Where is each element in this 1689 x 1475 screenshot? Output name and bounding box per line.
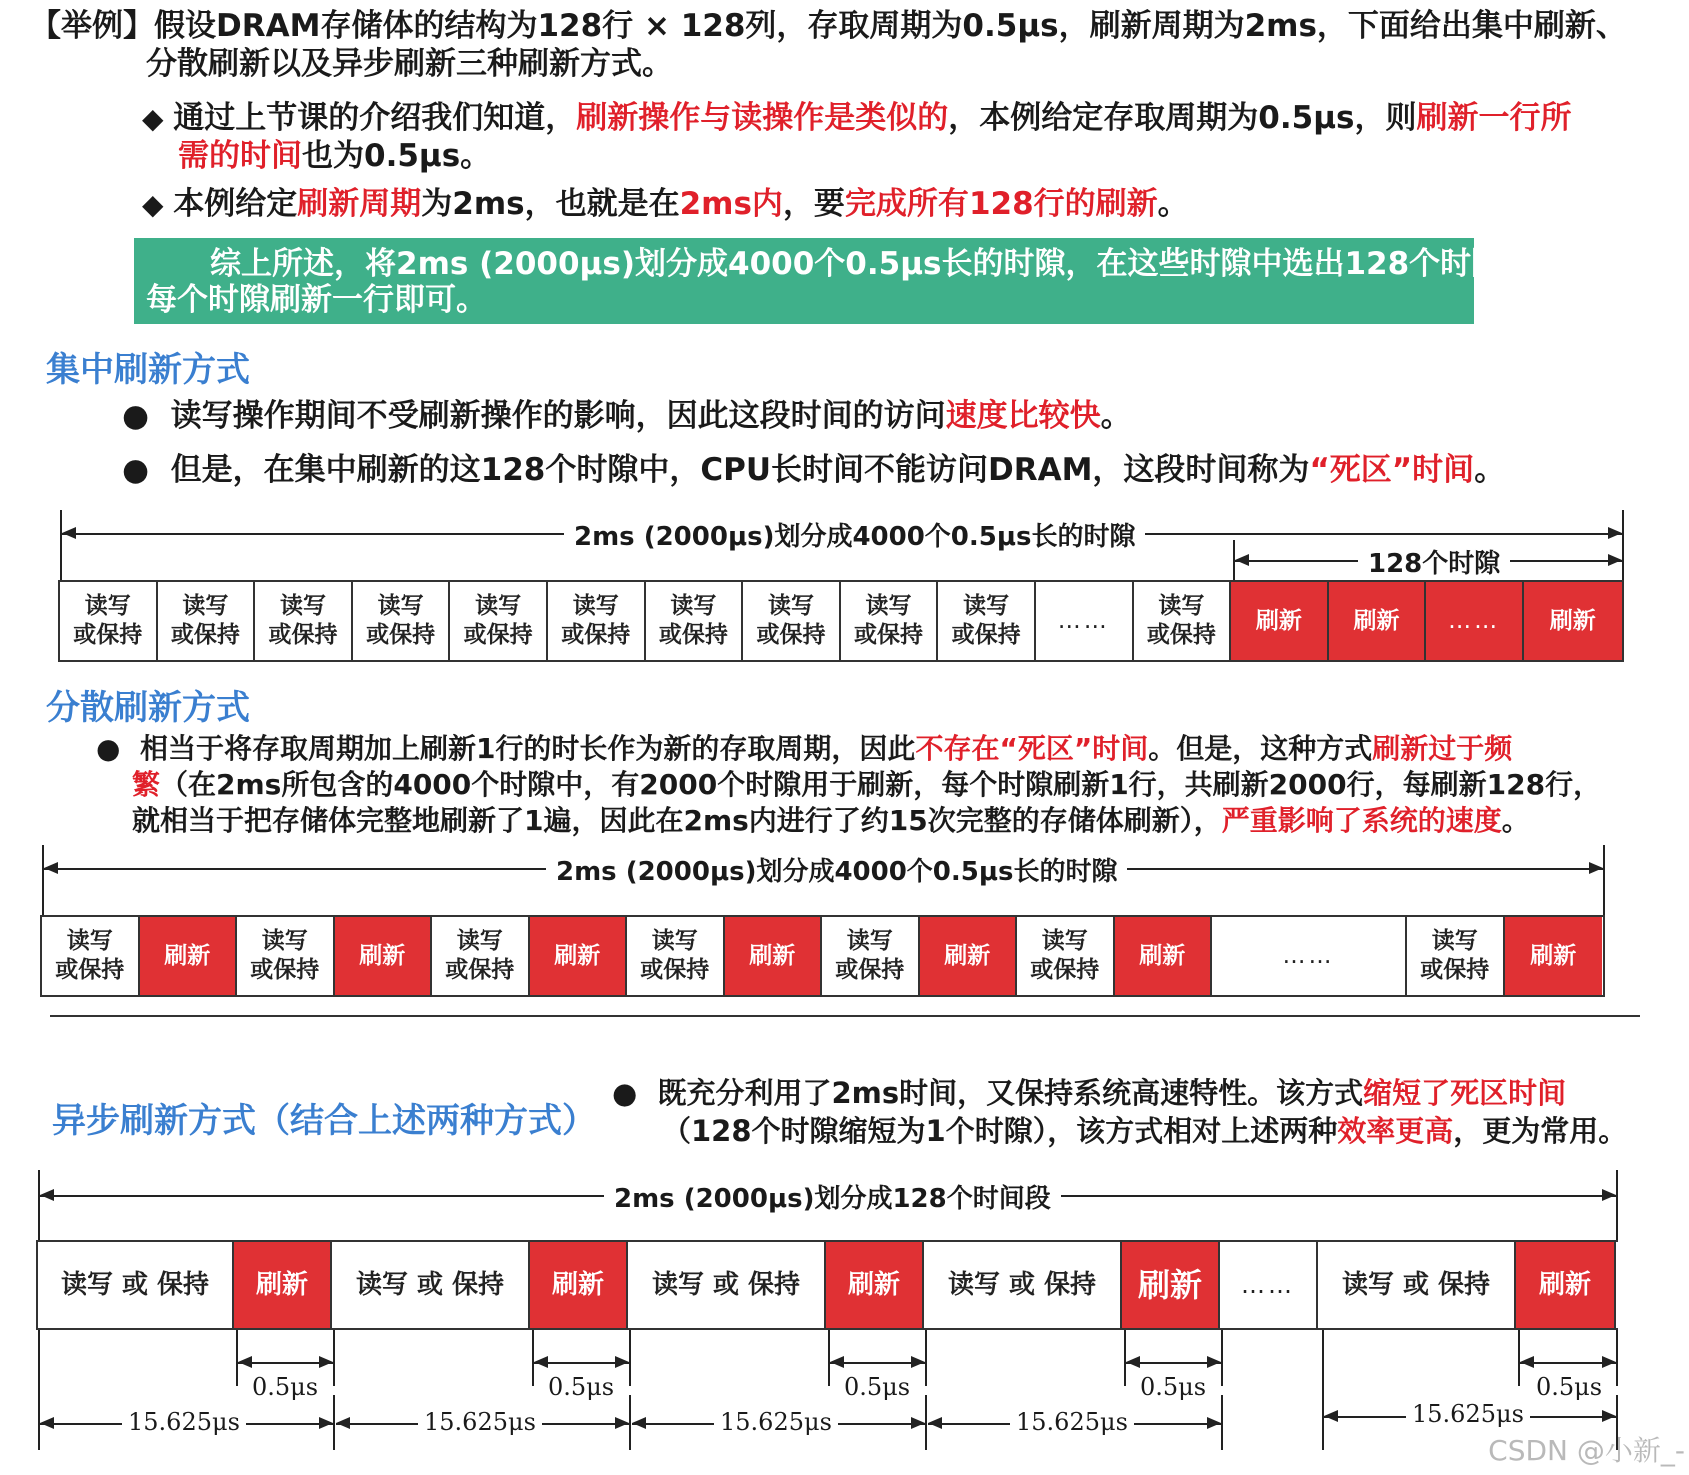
async-desc-line2-highlight: 效率更高 [1337,1114,1454,1148]
distributed-line2-highlight: 繁 [132,768,161,801]
slot-refresh: 刷新 [1505,917,1603,995]
distributed-line1-text: 相当于将存取周期加上刷新1行的时长作为新的存取周期，因此 [139,732,916,765]
bullet-1-highlight-b: 刷新一行所 [1416,100,1572,136]
async-desc-line1-highlight: 缩短了死区时间 [1363,1076,1567,1110]
slot-rw: 读写 或保持 [1134,582,1232,660]
slot-refresh: 刷新 [1524,582,1622,660]
centralized-point-2-end: 。 [1474,452,1506,488]
slot-duration-label: 0.5μs [838,1373,916,1401]
async-title: 异步刷新方式（结合上述两种方式） [52,1101,596,1141]
centralized-point-2-highlight: “死区”时间 [1309,452,1475,488]
bullet-2-highlight-b: 2ms内 [679,186,783,222]
slot-ellipsis: …… [1036,582,1134,660]
slot-refresh: 刷新 [530,1242,628,1328]
segment-duration-label: 15.625μs [418,1408,542,1436]
async-slot-row [36,1240,1618,1330]
slot-refresh: 刷新 [530,917,628,995]
bullet-2-highlight-a: 刷新周期 [297,186,422,222]
slot-duration-label: 0.5μs [1134,1373,1212,1401]
distributed-line2-text: （在2ms所包含的4000个时隙中，有2000个时隙用于刷新，每个时隙刷新1行，共刷新2000行，每刷新128行， [160,768,1602,801]
slot-ellipsis: …… [1426,582,1524,660]
slot-rw: 读写 或保持 [432,917,530,995]
slot-rw: 读写 或保持 [743,582,841,660]
slot-refresh: 刷新 [920,917,1018,995]
slot-rw: 读写 或保持 [353,582,451,660]
slot-refresh: 刷新 [1329,582,1427,660]
slot-duration-label: 0.5μs [1530,1373,1608,1401]
segment-duration-label: 15.625μs [714,1408,838,1436]
distributed-line1-highlight-b: 刷新过于频 [1372,732,1513,765]
bullet-1-text-b: ，本例给定存取周期为0.5μs，则 [948,100,1417,136]
slot-rw: 读写 或保持 [548,582,646,660]
diamond-bullet-icon: ◆ [142,188,174,221]
bullet-2-highlight-c: 完成所有 [844,186,969,222]
bullet-2 [142,186,1189,223]
slot-duration-label: 0.5μs [542,1373,620,1401]
slot-rw: 读写 或保持 [822,917,920,995]
example-heading [30,8,1627,45]
slot-rw: 读写 或保持 [627,917,725,995]
bullet-2-text-d: 。 [1157,186,1189,222]
slot-rw: 读写 或保持 [255,582,353,660]
async-desc-line2-end: ，更为常用。 [1453,1114,1628,1148]
centralized-title: 集中刷新方式 [46,350,250,390]
example-text-line1: 假设DRAM存储体的结构为128行 × 128列，存取周期为0.5μs，刷新周期为2ms，下面给出集中刷新、 [154,8,1627,44]
distributed-line1 [96,730,1512,767]
bullet-1 [142,100,1571,137]
distributed-line3-end: 。 [1501,804,1530,837]
slot-rw: 读写 或保持 [938,582,1036,660]
slot-refresh: 刷新 [1115,917,1213,995]
slot-refresh: 刷新 [1516,1242,1616,1328]
slot-rw: 读写 或 保持 [36,1242,234,1328]
dot-bullet-icon: ● [122,452,171,488]
bullet-2-text-a: 本例给定 [173,186,298,222]
slot-rw: 读写 或保持 [237,917,335,995]
summary-line2: 每个时隙刷新一行即可。 [146,282,487,318]
distributed-title: 分散刷新方式 [46,688,250,728]
async-desc-line1-text: 既充分利用了2ms时间，又保持系统高速特性。该方式 [657,1076,1364,1110]
slot-rw: 读写 或 保持 [628,1242,826,1328]
distributed-line1-text-b: 。但是，这种方式 [1148,732,1373,765]
slot-refresh: 刷新 [826,1242,924,1328]
centralized-point-2 [122,452,1505,489]
async-span-label: 2ms (2000μs)划分成128个时间段 [604,1178,1061,1215]
slot-rw: 读写 或 保持 [924,1242,1122,1328]
section-divider [50,1015,1640,1017]
slot-rw: 读写 或保持 [60,582,158,660]
example-tag: 【举例】 [30,8,154,44]
bullet-1-cont [178,138,491,175]
centralized-point-1-text: 读写操作期间不受刷新操作的影响，因此这段时间的访问 [170,398,946,434]
distributed-line1-highlight-a: 不存在“死区”时间 [915,732,1149,765]
segment-duration-label: 15.625μs [1010,1408,1134,1436]
distributed-line3-text: 就相当于把存储体完整地刷新了1遍，因此在2ms内进行了约15次完整的存储体刷新）， [132,804,1222,837]
bullet-2-text-b: 为2ms，也就是在 [421,186,680,222]
slot-duration-label: 0.5μs [246,1373,324,1401]
bullet-1-text-a: 通过上节课的介绍我们知道， [173,100,577,136]
distributed-line3 [132,802,1530,839]
async-desc-line1 [612,1075,1566,1112]
bullet-2-highlight-d: 128行的刷新 [968,186,1158,222]
centralized-sub-label: 128个时隙 [1358,543,1510,580]
slot-rw: 读写 或保持 [450,582,548,660]
dot-bullet-icon: ● [612,1076,658,1110]
slot-refresh: 刷新 [234,1242,332,1328]
slot-rw: 读写 或保持 [42,917,140,995]
distributed-span-label: 2ms (2000μs)划分成4000个0.5μs长的时隙 [546,851,1127,888]
slot-rw: 读写 或保持 [646,582,744,660]
dot-bullet-icon: ● [122,398,171,434]
async-desc-line2 [662,1113,1627,1150]
distributed-slot-row [40,915,1605,997]
centralized-point-1-highlight: 速度比较快 [945,398,1101,434]
centralized-point-2-text: 但是，在集中刷新的这128个时隙中，CPU长时间不能访问DRAM，这段时间称为 [170,452,1310,488]
segment-duration-label: 15.625μs [1406,1400,1530,1428]
slot-refresh: 刷新 [725,917,823,995]
bullet-1-highlight-c: 需的时间 [178,138,302,174]
watermark: CSDN @小新_- [1488,1434,1685,1467]
slot-rw: 读写 或保持 [158,582,256,660]
centralized-slot-row [58,580,1624,662]
slot-refresh: 刷新 [1231,582,1329,660]
slot-rw: 读写 或保持 [1017,917,1115,995]
slot-rw: 读写 或保持 [1407,917,1505,995]
dot-bullet-icon: ● [96,732,140,765]
slot-rw: 读写 或保持 [841,582,939,660]
slot-ellipsis: …… [1220,1242,1318,1328]
centralized-span-label: 2ms (2000μs)划分成4000个0.5μs长的时隙 [564,516,1145,553]
summary-line1: 综上所述，将2ms (2000μs)划分成4000个0.5μs长的时隙，在这些时隙中选出128个时隙， [210,246,1534,282]
distributed-line3-highlight: 严重影响了系统的速度 [1221,804,1502,837]
centralized-point-1-end: 。 [1100,398,1132,434]
summary-box [134,238,1534,324]
segment-duration-label: 15.625μs [122,1408,246,1436]
distributed-line2 [132,766,1601,803]
centralized-point-1 [122,398,1132,435]
slot-refresh: 刷新 [140,917,238,995]
bullet-1-highlight-a: 刷新操作与读操作是类似的 [576,100,949,136]
async-desc-line2-text: （128个时隙缩短为1个时隙），该方式相对上述两种 [662,1114,1338,1148]
bullet-2-text-c: ，要 [782,186,845,222]
slot-ellipsis: …… [1212,917,1407,995]
example-text-line2: 分散刷新以及异步刷新三种刷新方式。 [146,46,673,82]
slot-refresh: 刷新 [335,917,433,995]
bullet-1-text-c: 也为0.5μs。 [302,138,492,174]
slot-rw: 读写 或 保持 [332,1242,530,1328]
diamond-bullet-icon: ◆ [142,102,174,135]
slot-rw: 读写 或 保持 [1318,1242,1516,1328]
slot-refresh: 刷新 [1122,1242,1220,1328]
